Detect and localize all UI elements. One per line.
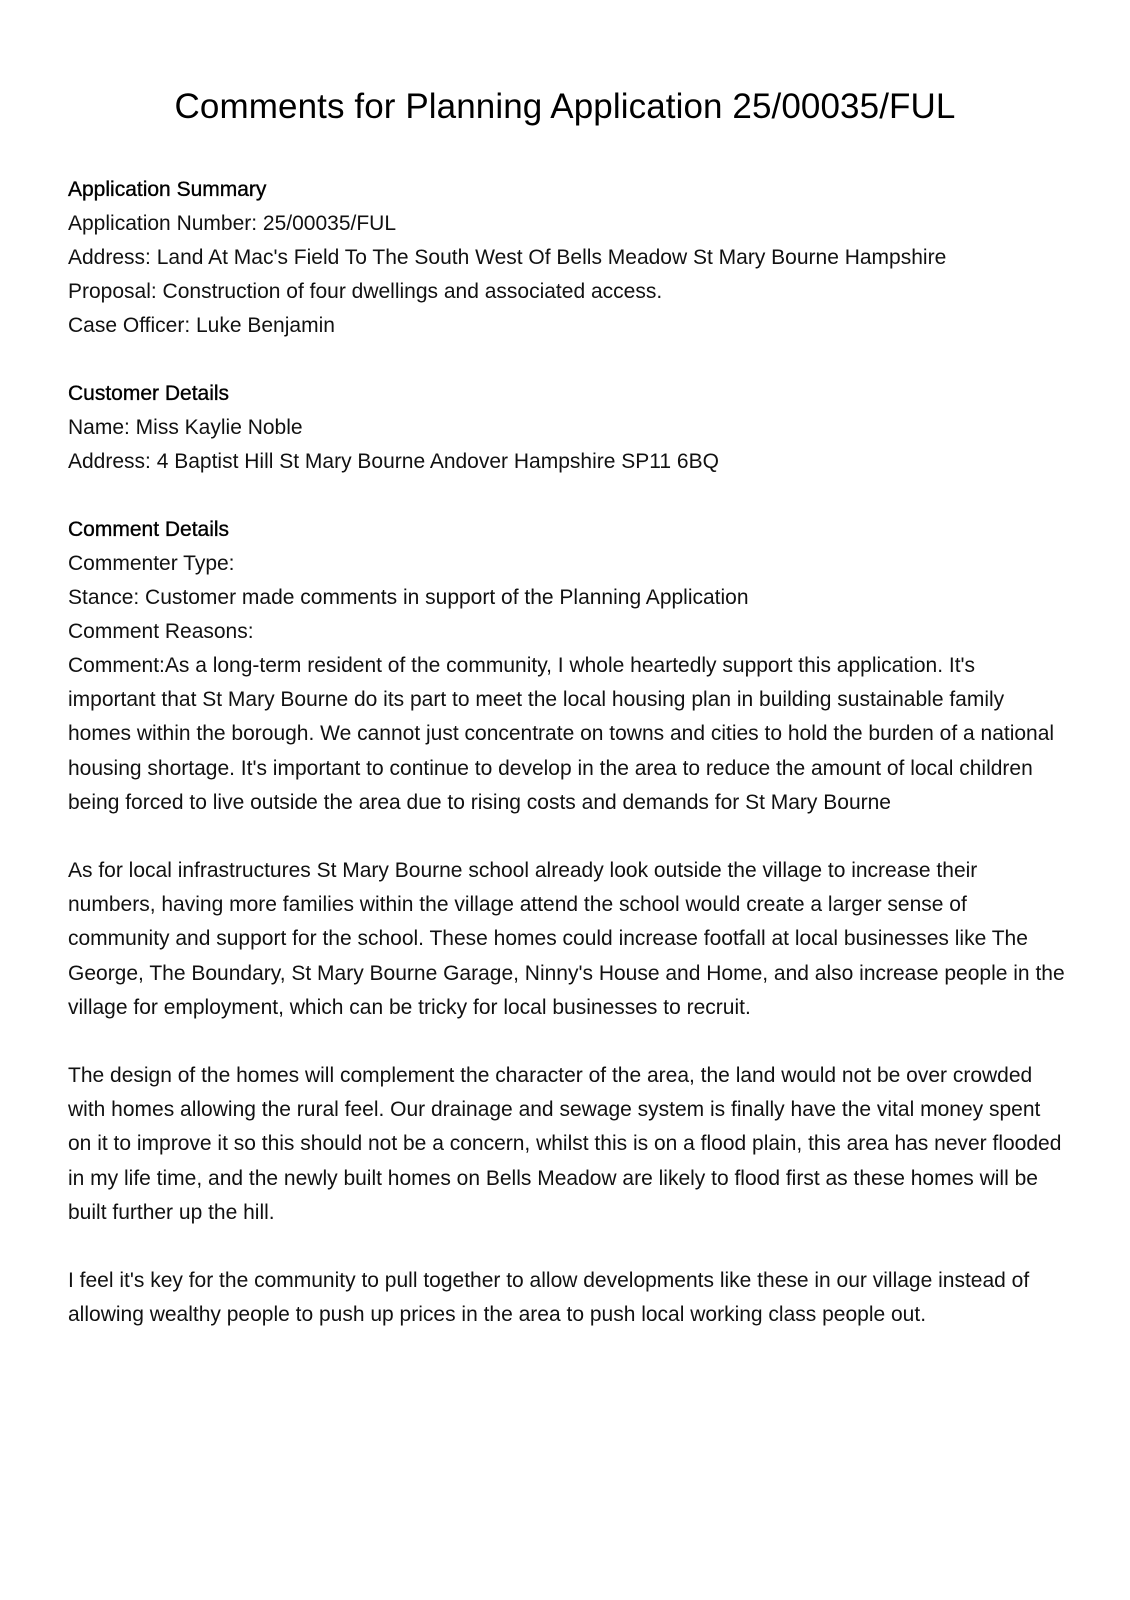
comment-paragraph-4: I feel it's key for the community to pull together to allow developments like these in our village instead of allowing wealthy people to push up prices in the area to push local working class people out. (68, 1269, 1030, 1327)
comment-paragraph-2: As for local infrastructures St Mary Bourne school already look outside the village to increase their numbers, having more families within the village attend the school would create a larger sense of community and support for the school. These homes could increase footfall at local businesses like The George, The Boundary, St Mary Bourne Garage, Ninny's House and Home, and also increase people in the village for employment, which can be tricky for local businesses to recruit. (68, 859, 1065, 1019)
application-address: Address: Land At Mac's Field To The South West Of Bells Meadow St Mary Bourne Hampshire (68, 246, 947, 269)
page-title: Comments for Planning Application 25/00035/FUL (174, 87, 956, 126)
application-summary-section (68, 173, 1062, 343)
comment-paragraph-1: Comment:As a long-term resident of the community, I whole heartedly support this application. It's important that St Mary Bourne do its part to meet the local housing plan in building sustainable family homes within the borough. We cannot just concentrate on towns and cities to hold the burden of a national housing shortage. It's important to continue to develop in the area to reduce the amount of local children being forced to live outside the area due to rising costs and demands for St Mary Bourne (68, 654, 1055, 814)
application-proposal: Proposal: Construction of four dwellings and associated access. (68, 280, 663, 303)
customer-name: Name: Miss Kaylie Noble (68, 416, 303, 439)
comment-paragraph-3: The design of the homes will complement the character of the area, the land would not be over crowded with homes allowing the rural feel. Our drainage and sewage system is finally have the vital money spent on it to improve it so this should not be a concern, whilst this is on a flood plain, this area has never flooded in my life time, and the newly built homes on Bells Meadow are likely to flood first as these homes will be built further up the hill. (68, 1064, 1062, 1224)
customer-address: Address: 4 Baptist Hill St Mary Bourne Andover Hampshire SP11 6BQ (68, 450, 719, 473)
customer-details-heading: Customer Details (68, 382, 230, 405)
comment-details-section (68, 513, 1065, 1332)
comment-reasons: Comment Reasons: (68, 620, 254, 643)
application-number: Application Number: 25/00035/FUL (68, 212, 397, 235)
comment-stance: Stance: Customer made comments in support of the Planning Application (68, 586, 749, 609)
customer-details-section (68, 377, 1062, 479)
commenter-type: Commenter Type: (68, 552, 235, 575)
case-officer: Case Officer: Luke Benjamin (68, 314, 335, 337)
application-summary-heading: Application Summary (68, 178, 267, 201)
comment-details-heading: Comment Details (68, 518, 230, 541)
